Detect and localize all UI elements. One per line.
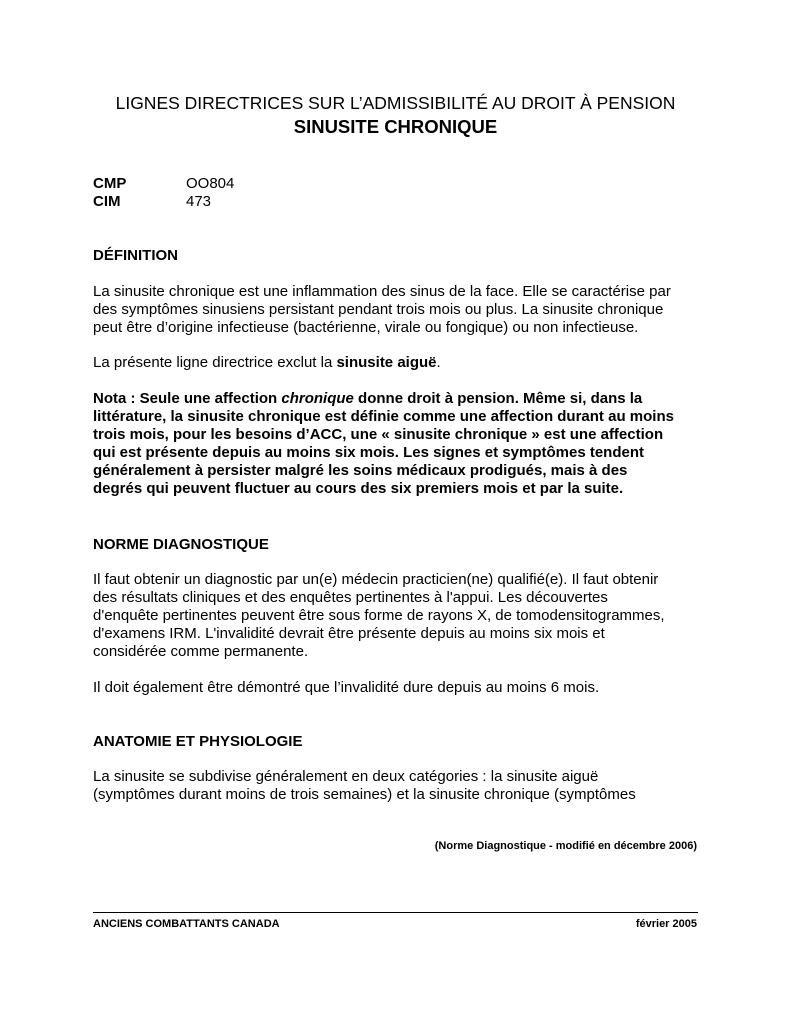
exclusion-end: . (436, 354, 441, 371)
document-title: LIGNES DIRECTRICES SUR L’ADMISSIBILITÉ AU DROIT À PENSION (115, 93, 676, 113)
nota-paragraph (93, 390, 701, 498)
paragraph-line: degrés qui peuvent fluctuer au cours des six premiers mois et par la suite. (93, 480, 624, 497)
cim-label: CIM (93, 193, 121, 210)
exclusion-text: La présente ligne directrice exclut la (93, 354, 337, 371)
cmp-label: CMP (93, 175, 127, 192)
norme-heading: NORME DIAGNOSTIQUE (93, 536, 269, 553)
paragraph-line: généralement à persister malgré les soins médicaux prodigués, mais à des (93, 462, 628, 479)
cmp-value: OO804 (186, 175, 235, 192)
paragraph-line: des résultats cliniques et des enquêtes pertinentes à l'appui. Les découvertes (93, 589, 608, 606)
nota-rest: donne droit à pension. Même si, dans la (353, 390, 643, 407)
nota-prefix: Nota : Seule une affection (93, 390, 282, 407)
paragraph-line: peut être d’origine infectieuse (bactérienne, virale ou fongique) ou non infectieuse. (93, 319, 639, 336)
exclusion-paragraph (93, 354, 701, 372)
paragraph-line: considérée comme permanente. (93, 643, 309, 660)
footer-organization: ANCIENS COMBATTANTS CANADA (93, 918, 280, 930)
cmp-row (93, 175, 234, 193)
paragraph-line: Il doit également être démontré que l’invalidité dure depuis au moins 6 mois. (93, 679, 600, 696)
footer-date: février 2005 (635, 918, 697, 930)
revision-note: (Norme Diagnostique - modifié en décembre 2006) (434, 840, 697, 852)
cim-row (93, 193, 234, 211)
paragraph-line: d'enquête pertinentes peuvent être sous forme de rayons X, de tomodensitogrammes, (93, 607, 665, 624)
paragraph-line: La sinusite se subdivise généralement en deux catégories : la sinusite aiguë (93, 768, 599, 785)
definition-heading: DÉFINITION (93, 247, 178, 264)
paragraph-line: trois mois, pour les besoins d’ACC, une « sinusite chronique » est une affection (93, 426, 664, 443)
footer-divider (93, 912, 698, 913)
paragraph-line (93, 390, 701, 408)
norme-section (93, 536, 701, 554)
definition-section (93, 247, 701, 265)
cim-value: 473 (186, 193, 212, 210)
anatomie-heading: ANATOMIE ET PHYSIOLOGIE (93, 733, 303, 750)
paragraph-line: (symptômes durant moins de trois semaines) et la sinusite chronique (symptômes (93, 786, 636, 803)
code-block (93, 175, 234, 211)
definition-paragraph (93, 283, 701, 337)
norme-paragraph (93, 571, 701, 661)
exclusion-term: sinusite aiguë (336, 354, 437, 371)
anatomie-section (93, 733, 701, 751)
norme-paragraph-2 (93, 679, 701, 697)
paragraph-line: des symptômes sinusiens persistant pendant trois mois ou plus. La sinusite chronique (93, 301, 664, 318)
paragraph-line: Il faut obtenir un diagnostic par un(e) médecin practicien(ne) qualifié(e). Il faut obtenir (93, 571, 659, 588)
anatomie-paragraph (93, 768, 701, 804)
paragraph-line: La sinusite chronique est une inflammation des sinus de la face. Elle se caractérise par (93, 283, 671, 300)
document-subtitle: SINUSITE CHRONIQUE (293, 116, 498, 137)
paragraph-line: qui est présente depuis au moins six mois. Les signes et symptômes tendent (93, 444, 644, 461)
nota-emphasis: chronique (281, 390, 354, 407)
paragraph-line: d'examens IRM. L'invalidité devrait être présente depuis au moins six mois et (93, 625, 605, 642)
paragraph-line: littérature, la sinusite chronique est définie comme une affection durant au moins (93, 408, 674, 425)
